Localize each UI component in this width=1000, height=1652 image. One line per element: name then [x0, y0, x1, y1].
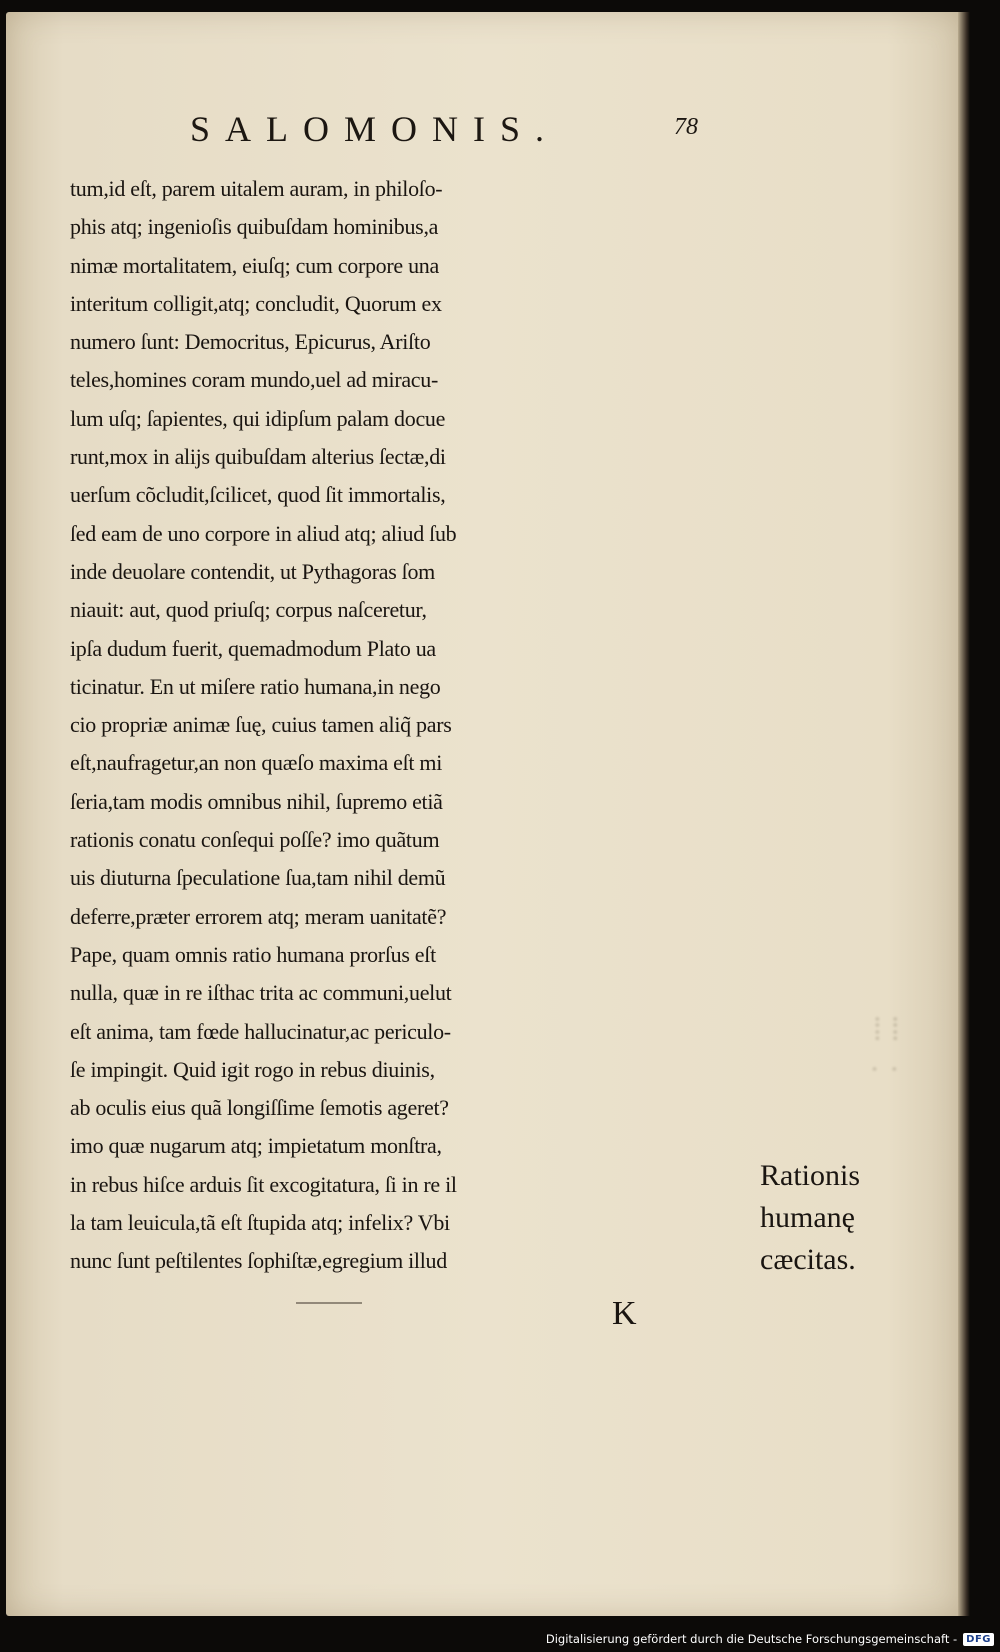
text-line: in rebus hiſce arduis ſit excogitatura, ſi in re il: [70, 1171, 457, 1197]
text-line: Pape, quam omnis ratio humana prorſus eſt: [70, 941, 436, 967]
bleed-through: ⁞ ⁞ · ·: [868, 1011, 900, 1088]
digitization-footer: [546, 1628, 1000, 1652]
text-line: ticinatur. En ut miſere ratio humana,in nego: [70, 673, 441, 699]
text-line: inde deuolare contendit, ut Pythagoras ſom: [70, 558, 435, 584]
text-line: imo quæ nugarum atq; impietatum monſtra,: [70, 1133, 442, 1159]
text-line: phis atq; ingenioſis quibuſdam hominibus,a: [70, 214, 439, 240]
marginal-note-line: Rationis: [760, 1159, 861, 1192]
text-line: deferre,præter errorem atq; meram uanitatẽ?: [70, 903, 447, 929]
funding-credit: Digitalisierung gefördert durch die Deutsche Forschungsgemeinschaft -: [545, 1632, 958, 1646]
dfg-logo: DFG: [963, 1633, 994, 1646]
text-line: runt,mox in alijs quibuſdam alterius ſectæ,di: [70, 444, 446, 470]
text-line: eſt anima, tam fœde hallucinatur,ac periculo-: [70, 1018, 451, 1044]
text-line: nunc ſunt peſtilentes ſophiſtæ,egregium illud: [70, 1248, 447, 1274]
page-number: 78: [674, 114, 698, 140]
signature-mark: K: [612, 1295, 637, 1332]
page-edge: [958, 12, 970, 1616]
text-line: nulla, quæ in re iſthac trita ac communi,uelut: [70, 980, 452, 1006]
text-line: ſe impingit. Quid igit rogo in rebus diuinis,: [70, 1056, 435, 1082]
text-line: ſed eam de uno corpore in aliud atq; aliud ſub: [70, 520, 457, 546]
catch-dash: [296, 1302, 362, 1304]
body-text: [70, 170, 760, 1281]
text-line: tum,id eſt, parem uitalem auram, in philoſo-: [70, 176, 443, 201]
running-head-title: SALOMONIS.: [190, 109, 560, 149]
text-line: numero ſunt: Democritus, Epicurus, Ariſto: [70, 329, 431, 355]
marginal-note-line: cæcitas.: [760, 1243, 856, 1276]
text-line: rationis conatu conſequi poſſe? imo quãtum: [70, 827, 440, 853]
text-line: cio propriæ animæ ſuę, cuius tamen aliq̃ pars: [70, 712, 452, 738]
marginal-note-line: humanę: [760, 1201, 855, 1234]
text-line: uis diuturna ſpeculatione ſua,tam nihil demũ: [70, 865, 446, 891]
text-line: teles,homines coram mundo,uel ad miracu-: [70, 367, 438, 393]
text-line: uerſum cõcludit,ſcilicet, quod ſit immortalis,: [70, 482, 446, 508]
text-line: nimæ mortalitatem, eiuſq; cum corpore una: [70, 252, 439, 278]
text-line: ipſa dudum fuerit, quemadmodum Plato ua: [70, 635, 436, 661]
text-line: ab oculis eius quã longiſſime ſemotis ageret?: [70, 1095, 449, 1121]
text-line: niauit: aut, quod priuſq; corpus naſceretur,: [70, 597, 427, 623]
text-line: la tam leuicula,tã eſt ſtupida atq; infelix? Vbi: [70, 1210, 450, 1236]
text-line: eſt,naufragetur,an non quæſo maxima eſt mi: [70, 750, 443, 776]
running-head: [0, 100, 1000, 150]
text-line: ſeria,tam modis omnibus nihil, ſupremo etiã: [70, 788, 443, 814]
text-line: lum uſq; ſapientes, qui idipſum palam docue: [70, 405, 446, 431]
marginal-note: [760, 1155, 930, 1281]
text-line: interitum colligit,atq; concludit, Quorum ex: [70, 290, 442, 316]
